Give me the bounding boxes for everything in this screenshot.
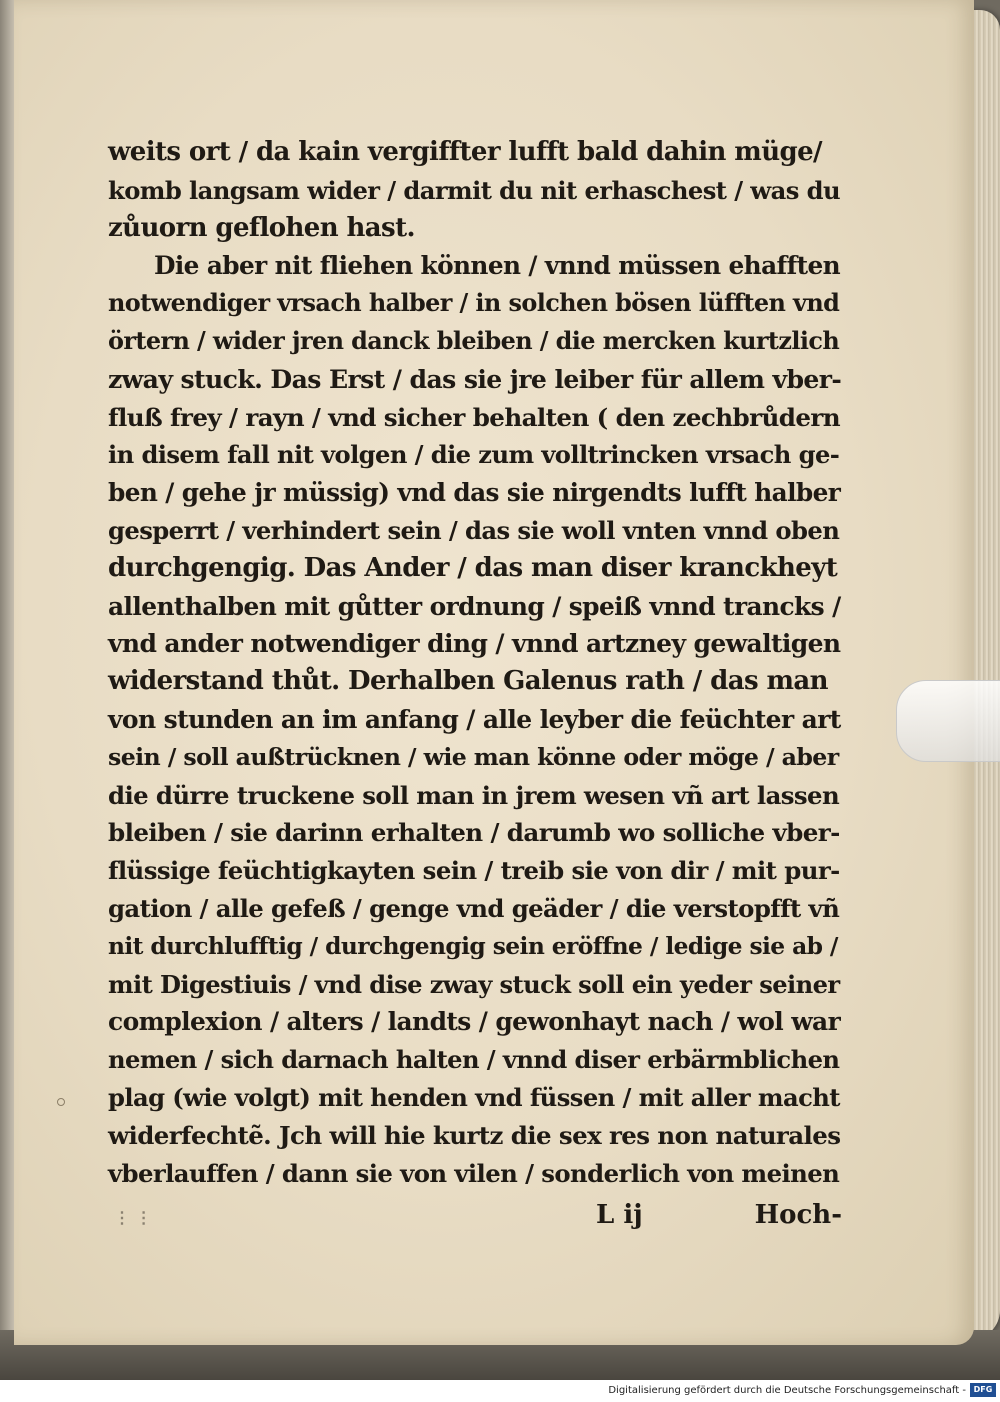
text-line: sein / soll außtrücknen / wie man könne oder möge / aber: [108, 742, 839, 771]
text-line: Die aber nit fliehen können / vnnd müssen ehafften: [154, 251, 841, 281]
signature-mark: L ij: [596, 1200, 643, 1230]
text-line: bleiben / sie darinn erhalten / darumb wo solliche vber-: [108, 818, 840, 848]
text-line: gesperrt / verhindert sein / das sie woll vnten vnnd oben: [108, 515, 840, 545]
text-line: vnd ander notwendiger ding / vnnd artzney gewaltigen: [108, 629, 841, 659]
text-line: örtern / wider jren danck bleiben / die mercken kurtzlich: [108, 326, 840, 355]
dfg-logo: DFG: [970, 1383, 996, 1397]
text-line: in disem fall nit volgen / die zum volltrincken vrsach ge-: [108, 440, 840, 470]
text-line: complexion / alters / landts / gewonhayt nach / wol war: [108, 1007, 841, 1037]
text-line: gation / alle gefeß / genge vnd geäder / die verstopfft vñ: [108, 893, 840, 923]
text-line: weits ort / da kain vergiffter lufft bald dahin müge/: [108, 137, 822, 167]
text-line: widerstand thůt. Derhalben Galenus rath / das man: [108, 666, 828, 697]
page-tab-marker: [896, 680, 1000, 762]
text-line: zůuorn geflohen hast.: [108, 212, 415, 243]
text-line: allenthalben mit gůtter ordnung / speiß vnnd trancks /: [108, 591, 841, 621]
text-line: von stunden an im anfang / alle leyber die feüchter art: [108, 704, 841, 734]
text-line: nit durchlufftig / durchgengig sein eröffne / ledige sie ab /: [108, 931, 838, 960]
text-line: komb langsam wider / darmit du nit erhaschest / was du: [108, 175, 840, 205]
text-line: ben / gehe jr müssig) vnd das sie nirgendts lufft halber: [108, 478, 841, 508]
credit-bar: [0, 1380, 1000, 1402]
text-line: mit Digestiuis / vnd dise zway stuck soll ein yeder seiner: [108, 969, 840, 999]
text-line: zway stuck. Das Erst / das sie jre leiber für allem vber-: [108, 363, 842, 394]
page-footer-line: [108, 1198, 842, 1238]
text-line: fluß frey / rayn / vnd sicher behalten ( den zechbrůdern: [108, 402, 840, 432]
text-line: durchgengig. Das Ander / das man diser kranckheyt: [108, 552, 838, 583]
text-line: widerfechtẽ. Jch will hie kurtz die sex res non naturales: [108, 1120, 841, 1150]
credit-text: Digitalisierung gefördert durch die Deutsche Forschungsgemeinschaft -: [608, 1385, 966, 1396]
margin-dot: [57, 1098, 65, 1106]
catchword: Hoch-: [754, 1200, 842, 1230]
text-line: flüssige feüchtigkayten sein / treib sie von dir / mit pur-: [108, 856, 840, 886]
text-line: plag (wie volgt) mit henden vnd füssen / mit aller macht: [108, 1082, 840, 1112]
text-line: vberlauffen / dann sie von vilen / sonderlich von meinen: [108, 1158, 840, 1188]
bleed-through-mark: ⋮ ⋮: [114, 1208, 152, 1227]
text-line: die dürre truckene soll man in jrem wesen vñ art lassen: [108, 780, 840, 810]
page-text: [108, 134, 842, 1192]
text-line: nemen / sich darnach halten / vnnd diser erbärmblichen: [108, 1045, 840, 1075]
text-line: notwendiger vrsach halber / in solchen bösen lüfften vnd: [108, 289, 840, 318]
